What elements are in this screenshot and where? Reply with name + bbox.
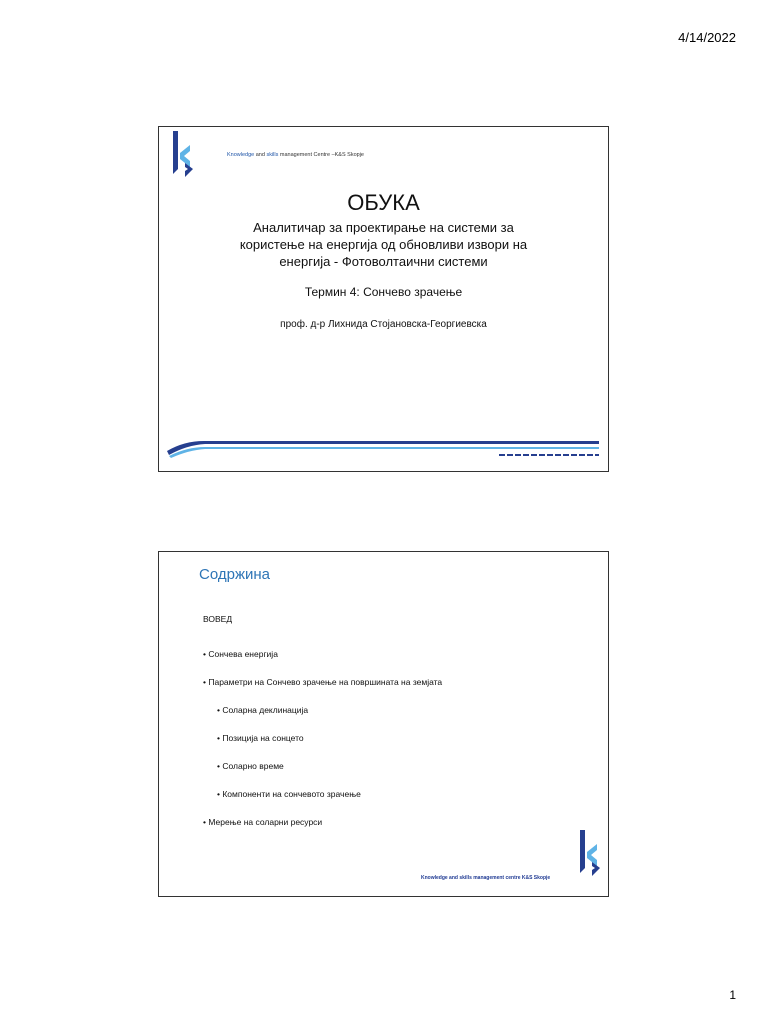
org-header-knowledge: Knowledge [227, 152, 255, 158]
list-item: • Соларна деклинација [217, 705, 309, 715]
ks-logo-icon [173, 131, 195, 181]
slide-contents [158, 551, 609, 897]
contents-footer: Knowledge and skills management centre K&S Skopje [421, 875, 551, 881]
slide-author: проф. д-р Лихнида Стојановска-Георгиевска [280, 319, 487, 330]
org-header-skills: skills [266, 152, 279, 158]
swoosh-decoration [159, 435, 609, 461]
subtitle-line: Аналитичар за проектирање на системи за [253, 220, 514, 235]
slide-title-heading: ОБУКА [347, 190, 420, 215]
subtitle-line: енергија - Фотоволтаични системи [279, 254, 488, 269]
slide-term: Термин 4: Сончево зрачење [304, 285, 463, 299]
list-item: ВОВЕД [203, 614, 233, 624]
org-header-rest: management Centre –K&S Skopje [278, 152, 364, 158]
page-date: 4/14/2022 [678, 30, 736, 45]
subtitle-line: користење на енергија од обновливи извори на [239, 237, 528, 252]
list-item: • Сончева енергија [203, 649, 278, 659]
list-item: • Позиција на сонцето [217, 733, 304, 743]
ks-logo-icon [580, 830, 602, 880]
contents-title: Содржина [199, 566, 270, 583]
slide-title [158, 126, 609, 472]
list-item: • Мерење на соларни ресурси [203, 817, 323, 827]
list-item: • Параметри на Сончево зрачење на површината на земјата [203, 677, 443, 687]
org-header-and: and [254, 152, 267, 158]
list-item: • Соларно време [217, 761, 284, 771]
page-number: 1 [729, 988, 736, 1002]
org-header [227, 152, 364, 158]
slide-subtitle [209, 219, 558, 270]
list-item: • Компоненти на сончевото зрачење [217, 789, 361, 799]
